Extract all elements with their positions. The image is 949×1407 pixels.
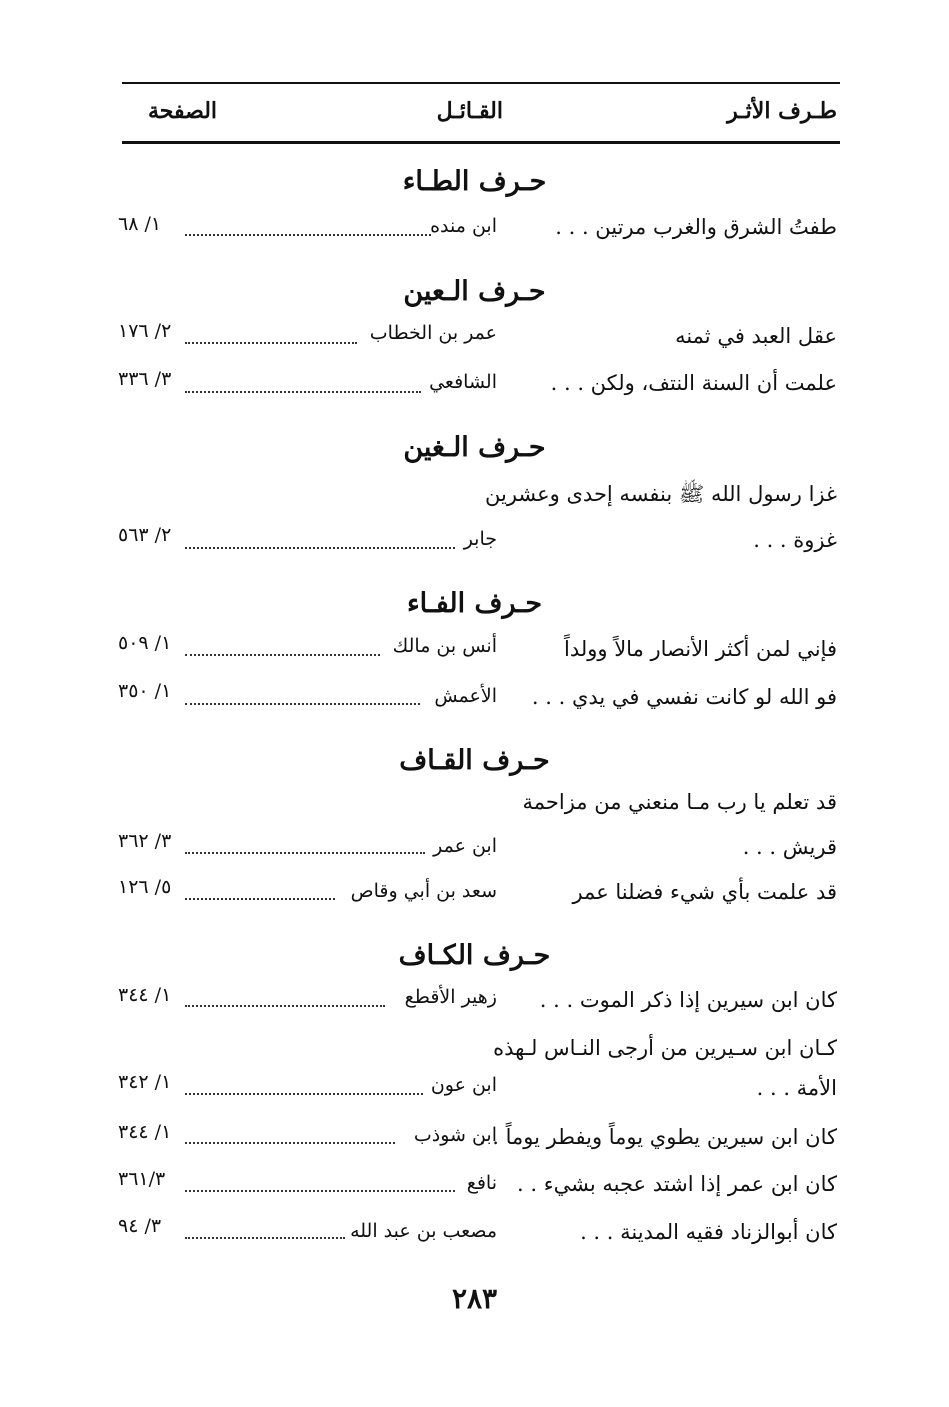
entry-page-ref: ٢/ ١٧٦ bbox=[118, 320, 172, 342]
entry-text: كان ابن سيرين إذا ذكر الموت . . . bbox=[539, 988, 837, 1012]
header-top-rule bbox=[122, 82, 840, 84]
entry-page-ref: ١/ ٣٤٤ bbox=[118, 984, 172, 1006]
entry-text-continuation: قريش . . . bbox=[742, 835, 837, 859]
entry-text: غزا رسول الله ﷺ بنفسه إحدى وعشرين bbox=[484, 482, 837, 506]
entry-text: فو الله لو كانت نفسي في يدي . . . bbox=[531, 685, 837, 709]
entry-page-ref: ٣/ ٩٤ bbox=[118, 1215, 162, 1237]
entry-text: كان ابن سيرين يطوي يوماً ويفطر يوماً . . bbox=[478, 1125, 837, 1149]
entry-text: فإني لمن أكثر الأنصار مالاً وولداً bbox=[563, 637, 837, 661]
entry-narrator: نافع bbox=[466, 1172, 497, 1194]
entry-narrator: أنس بن مالك bbox=[392, 635, 497, 657]
section-title-ta: حـرف الطـاء bbox=[402, 166, 547, 197]
entry-text: علمت أن السنة النتف، ولكن . . . bbox=[550, 371, 837, 395]
entry-page-ref: ٣/ ٣٣٦ bbox=[118, 368, 172, 390]
section-title-ayn: حـرف الـعين bbox=[403, 276, 546, 307]
column-header-page: الصفحة bbox=[148, 98, 218, 124]
dot-leader bbox=[185, 1190, 455, 1192]
dot-leader bbox=[185, 342, 357, 344]
entry-narrator: ابن منده bbox=[430, 215, 497, 237]
entry-page-ref: ٥/ ١٢٦ bbox=[118, 876, 172, 898]
entry-text: عقل العبد في ثمنه bbox=[675, 324, 837, 348]
entry-narrator: عمر بن الخطاب bbox=[369, 322, 497, 344]
dot-leader bbox=[185, 547, 455, 549]
entry-narrator: جابر bbox=[463, 528, 497, 550]
section-title-qaf: حـرف القـاف bbox=[399, 745, 550, 776]
entry-narrator: الأعمش bbox=[434, 685, 497, 707]
entry-page-ref: ١/ ٣٤٢ bbox=[118, 1071, 172, 1093]
dot-leader bbox=[185, 852, 425, 854]
dot-leader bbox=[185, 1093, 423, 1095]
section-title-kaf: حـرف الكـاف bbox=[398, 940, 551, 971]
dot-leader bbox=[185, 898, 335, 900]
entry-text: قد تعلم يا رب مـا منعني من مزاحمة bbox=[522, 790, 837, 814]
entry-page-ref: ١/ ٣٤٤ bbox=[118, 1121, 172, 1143]
entry-page-ref: ١/ ٣٥٠ bbox=[118, 680, 172, 702]
section-title-fa: حـرف الفـاء bbox=[406, 588, 543, 619]
entry-text-continuation: الأمة . . . bbox=[756, 1076, 837, 1100]
dot-leader bbox=[185, 234, 431, 236]
section-title-ghayn: حـرف الـغين bbox=[403, 432, 546, 463]
column-header-qail: القـائـل bbox=[436, 98, 503, 124]
entry-narrator: سعد بن أبي وقاص bbox=[350, 880, 497, 902]
column-header-athar: طـرف الأثـر bbox=[727, 98, 837, 124]
entry-narrator: ابن عون bbox=[430, 1074, 497, 1096]
entry-narrator: مصعب بن عبد الله bbox=[350, 1220, 497, 1242]
dot-leader bbox=[185, 391, 421, 393]
entry-text-continuation: غزوة . . . bbox=[753, 528, 837, 552]
dot-leader bbox=[185, 1142, 395, 1144]
header-bottom-rule bbox=[122, 141, 840, 144]
entry-page-ref: ١/ ٥٠٩ bbox=[118, 632, 172, 654]
entry-narrator: زهير الأقطع bbox=[404, 986, 497, 1008]
entry-text: كـان ابن سـيرين من أرجى النـاس لـهذه bbox=[493, 1036, 837, 1060]
entry-page-ref: ٢/ ٥٦٣ bbox=[118, 524, 172, 546]
entry-narrator: ابن شوذب bbox=[413, 1124, 497, 1146]
dot-leader bbox=[185, 1005, 385, 1007]
entry-page-ref: ١/ ٦٨ bbox=[118, 213, 162, 235]
entry-text: قد علمت بأي شيء فضلنا عمر bbox=[572, 880, 837, 904]
dot-leader bbox=[185, 654, 380, 656]
entry-text: كان أبوالزناد فقيه المدينة . . . bbox=[580, 1220, 837, 1244]
entry-page-ref: ٣٦١/٣ bbox=[118, 1168, 166, 1190]
page-number: ٢٨٣ bbox=[451, 1282, 498, 1315]
dot-leader bbox=[185, 703, 420, 705]
entry-page-ref: ٣/ ٣٦٢ bbox=[118, 830, 172, 852]
entry-narrator: الشافعي bbox=[429, 371, 497, 393]
entry-narrator: ابن عمر bbox=[433, 835, 497, 857]
entry-text: كان ابن عمر إذا اشتد عجبه بشيء . . bbox=[517, 1172, 837, 1196]
dot-leader bbox=[185, 1237, 345, 1239]
entry-text: طفتُ الشرق والغرب مرتين . . . bbox=[555, 215, 837, 239]
